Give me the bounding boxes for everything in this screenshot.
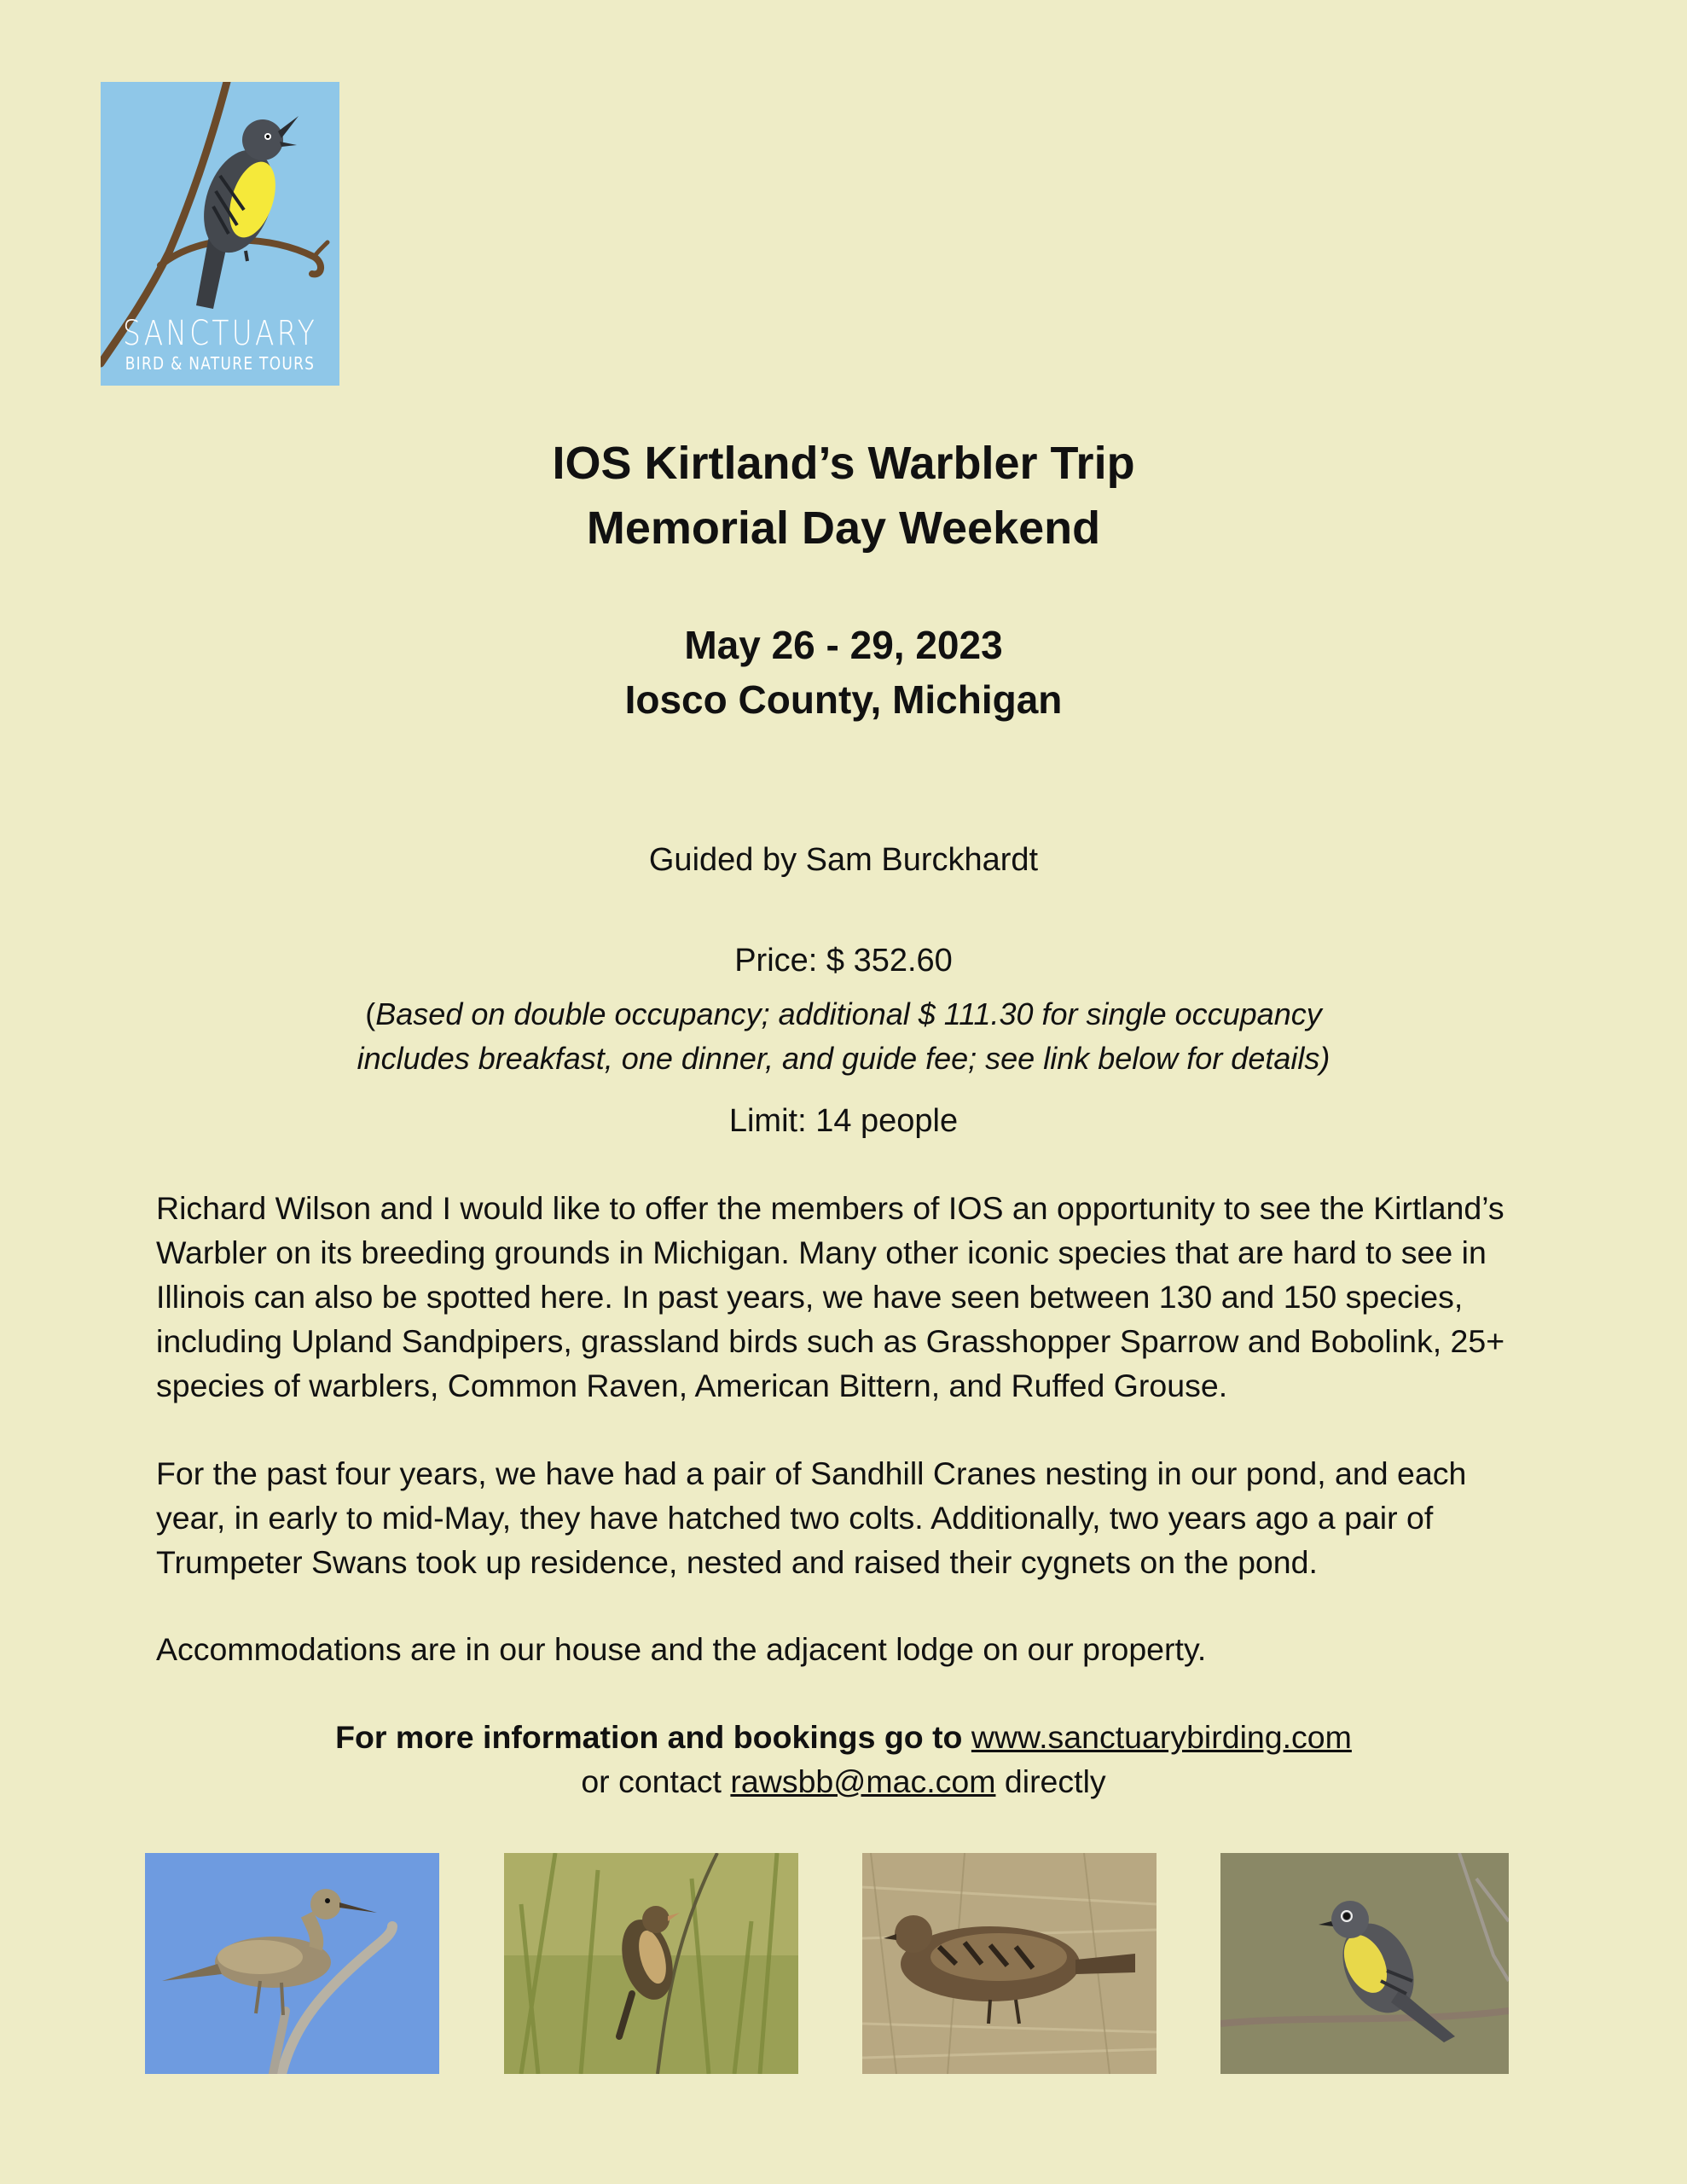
grasshopper-sparrow-photo	[504, 1853, 798, 2074]
cta-line-1	[0, 1715, 1687, 1759]
paragraph-cranes: For the past four years, we have had a pair of Sandhill Cranes nesting in our pond, and each year, in early to mid-May, they have hatched two colts. Additionally, two years ago a pair of Trumpeter Swans took up residence, nested and raised their cygnets on the pond.	[156, 1455, 1467, 1580]
cta-line-2	[0, 1759, 1687, 1804]
event-dates: May 26 - 29, 2023	[684, 623, 1003, 667]
price-note-line-2: includes breakfast, one dinner, and guide fee; see link below for details)	[357, 1041, 1330, 1076]
guide-line: Guided by Sam Burckhardt	[648, 842, 1039, 878]
ruffed-grouse-icon	[862, 1853, 1157, 2074]
contact-suffix: directly	[995, 1763, 1106, 1799]
cta-lead: For more information and bookings go to	[335, 1719, 971, 1755]
upland-sandpiper-photo	[145, 1853, 439, 2074]
kirtlands-warbler-icon	[1220, 1853, 1509, 2074]
grasshopper-sparrow-icon	[504, 1853, 798, 2074]
paragraph-accommodations: Accommodations are in our house and the adjacent lodge on our property.	[156, 1631, 1207, 1667]
price-note-line-1	[0, 992, 1687, 1037]
price-note-text-1: Based on double occupancy; additional $ 111.30 for single occupancy	[375, 996, 1322, 1031]
upland-sandpiper-icon	[145, 1853, 439, 2074]
title-line-2: Memorial Day Weekend	[586, 502, 1101, 554]
price-line: Price: $ 352.60	[734, 943, 953, 979]
logo-wordmark: SANCTUARY	[122, 314, 318, 353]
ruffed-grouse-photo	[862, 1853, 1157, 2074]
event-location: Iosco County, Michigan	[624, 677, 1063, 722]
paragraph-intro: Richard Wilson and I would like to offer the members of IOS an opportunity to see the Kirtland’s Warbler on its breeding grounds in Michigan. Many other iconic species that are hard to see in Illinois can also be spotted here. In past years, we have seen between 130 and 150 species, including Upland Sandpipers, grassland birds such as Grasshopper Sparrow and Bobolink, 25+ species of warblers, Common Raven, American Bittern, and Ruffed Grouse.	[156, 1190, 1505, 1403]
sanctuary-logo	[101, 82, 339, 386]
logo-tagline: BIRD & NATURE TOURS	[125, 353, 316, 374]
website-link[interactable]: www.sanctuarybirding.com	[971, 1719, 1352, 1755]
price-note-paren: (	[365, 996, 376, 1031]
title-line-1: IOS Kirtland’s Warbler Trip	[552, 438, 1135, 489]
kirtlands-warbler-photo	[1220, 1853, 1509, 2074]
contact-prefix: or contact	[581, 1763, 731, 1799]
limit-line: Limit: 14 people	[728, 1103, 959, 1139]
email-link[interactable]: rawsbb@mac.com	[730, 1763, 996, 1799]
